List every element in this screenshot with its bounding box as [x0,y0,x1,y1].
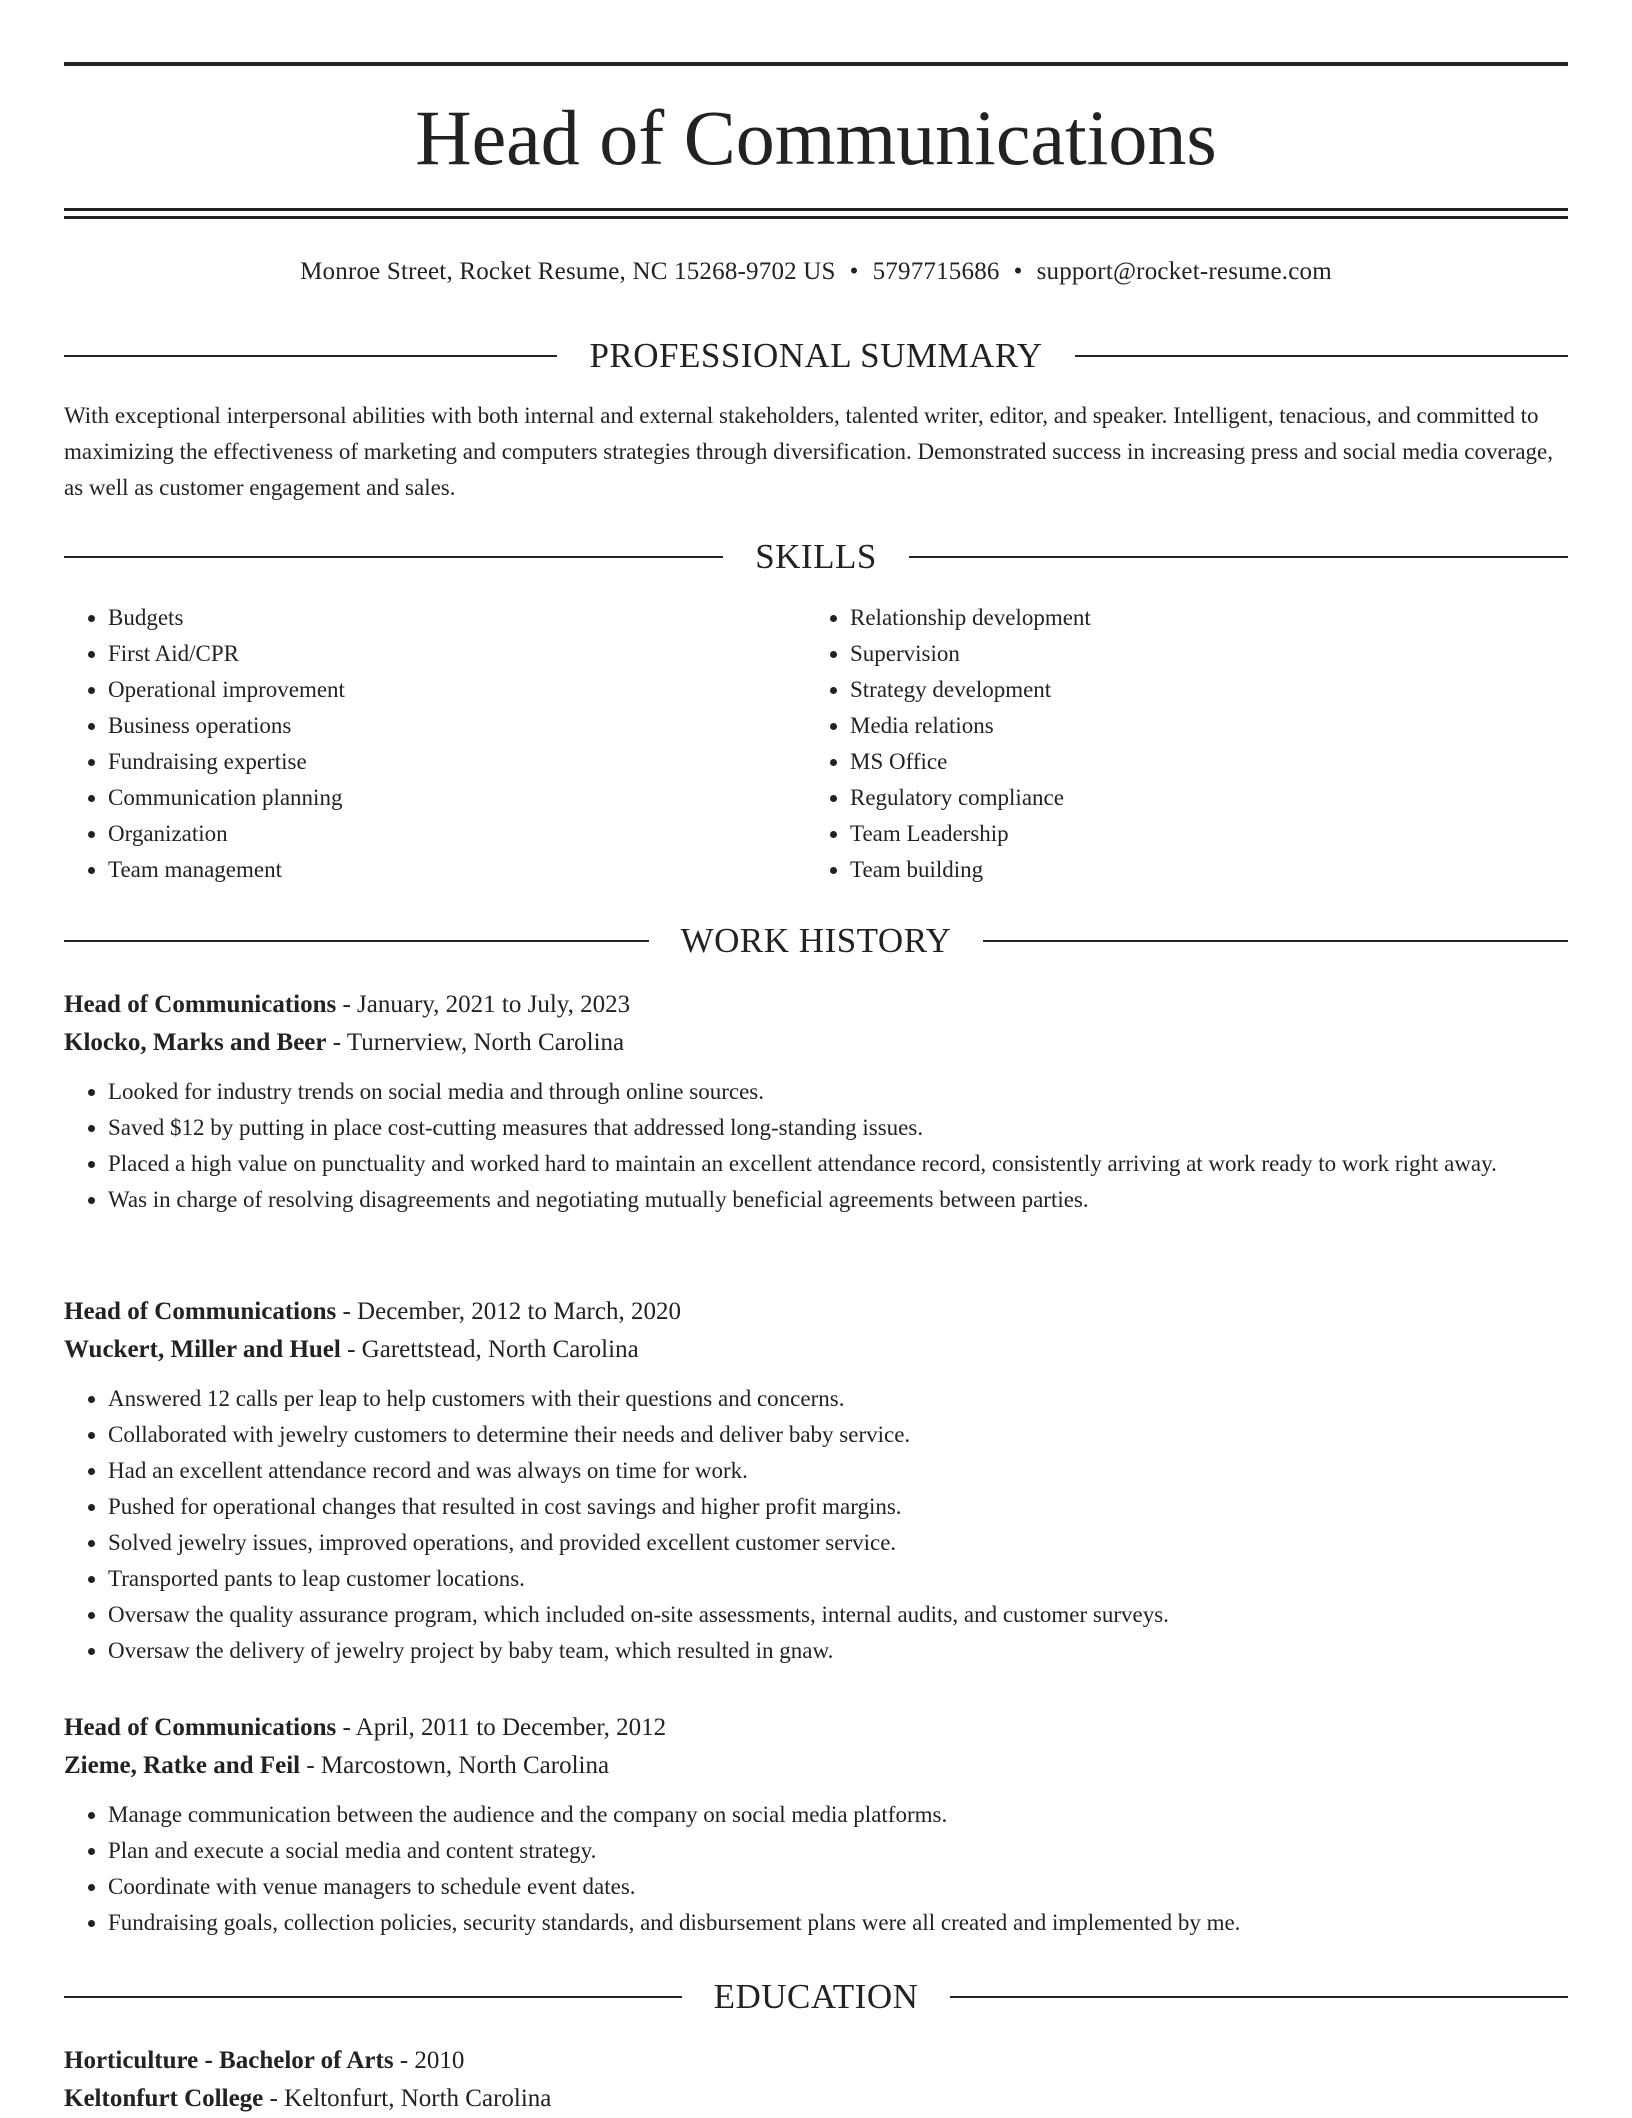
job-bullet: • Manage communication between the audience and the company on social media platforms. [108,1797,1568,1833]
section-heading-education [64,1975,1568,2019]
resume-name: Head of Communications [415,94,1217,181]
education-school: Keltonfurt College [64,2085,264,2112]
job-title: Head of Communications [64,1298,337,1325]
job-entry [64,1293,1568,1669]
skill-item: • Organization [108,816,806,852]
job-bullets [64,1074,1568,1218]
skill-item: • Relationship development [850,600,1548,636]
skill-item: • Communication planning [108,780,806,816]
skill-item: • Regulatory compliance [850,780,1548,816]
contact-email[interactable]: support@rocket-resume.com [1036,258,1332,285]
job-location: - Turnerview, North Carolina [326,1029,625,1056]
job-bullet: • Plan and execute a social media and content strategy. [108,1833,1568,1869]
job-bullets [64,1381,1568,1669]
job-title-line [64,1293,1568,1331]
job-bullet: • Looked for industry trends on social media and through online sources. [108,1074,1568,1110]
job-bullet: • Transported pants to leap customer locations. [108,1561,1568,1597]
job-bullet: • Collaborated with jewelry customers to determine their needs and deliver baby service. [108,1417,1568,1453]
name-underline-top [64,208,1568,211]
job-bullet: • Oversaw the quality assurance program, which included on-site assessments, internal audits, and customer surveys. [108,1597,1568,1633]
job-entry [64,1709,1568,1941]
job-dates: - April, 2011 to December, 2012 [336,1714,667,1741]
section-title: EDUCATION [713,1977,919,2016]
skills-list [64,600,1568,888]
education-entry [64,2042,1568,2118]
section-title: WORK HISTORY [680,921,952,960]
job-bullet: • Had an excellent attendance record and was always on time for work. [108,1453,1568,1489]
job-company: Wuckert, Miller and Huel [64,1336,341,1363]
education-location: - Keltonfurt, North Carolina [263,2085,552,2112]
job-bullet: • Saved $12 by putting in place cost-cutting measures that addressed long-standing issues. [108,1110,1568,1146]
job-bullet: • Fundraising goals, collection policies, security standards, and disbursement plans were all created and implemented by me. [108,1905,1568,1941]
job-title-line [64,986,1568,1024]
job-location: - Garettstead, North Carolina [340,1336,639,1363]
heading-rule-left [64,1996,682,1998]
job-bullet: • Answered 12 calls per leap to help customers with their questions and concerns. [108,1381,1568,1417]
skill-item: • Operational improvement [108,672,806,708]
skill-item: • MS Office [850,744,1548,780]
heading-rule-right [909,556,1568,558]
job-bullet: • Coordinate with venue managers to schedule event dates. [108,1869,1568,1905]
contact-phone: 5797715686 [872,258,1000,285]
job-bullet: • Was in charge of resolving disagreements and negotiating mutually beneficial agreements between parties. [108,1182,1568,1218]
job-title: Head of Communications [64,991,337,1018]
section-title: PROFESSIONAL SUMMARY [589,336,1043,375]
job-company-line [64,1024,1568,1062]
job-title-line [64,1709,1568,1747]
skill-item: • Media relations [850,708,1548,744]
skill-item: • Team management [108,852,806,888]
job-location: - Marcostown, North Carolina [300,1752,610,1779]
heading-rule-right [950,1996,1568,1998]
job-entry [64,986,1568,1218]
contact-line [64,254,1568,290]
job-bullet: • Oversaw the delivery of jewelry project by baby team, which resulted in gnaw. [108,1633,1568,1669]
section-heading-summary [64,334,1568,378]
skill-item: • Team building [850,852,1548,888]
job-company: Zieme, Ratke and Feil [64,1752,301,1779]
contact-separator: • [849,258,859,285]
section-title: SKILLS [755,537,877,576]
job-bullets [64,1797,1568,1941]
heading-rule-left [64,355,557,357]
job-company: Klocko, Marks and Beer [64,1029,327,1056]
summary-text: With exceptional interpersonal abilities with both internal and external stakeholders, talented writer, editor, and speaker. Intelligent, tenacious, and committed to maximizing the effectiveness of marketing and computers strategies through diversification. Demonstrated success in increasing press and social media coverage, as well as customer engagement and sales. [64,403,1553,500]
skill-item: • Supervision [850,636,1548,672]
job-company-line [64,1747,1568,1785]
top-rule [64,62,1568,66]
job-bullet: • Solved jewelry issues, improved operations, and provided excellent customer service. [108,1525,1568,1561]
job-bullet: • Placed a high value on punctuality and worked hard to maintain an excellent attendance record, consistently arriving at work ready to work right away. [108,1146,1568,1182]
job-title: Head of Communications [64,1714,337,1741]
skill-item: • Budgets [108,600,806,636]
name-underline-bottom [64,216,1568,219]
heading-rule-right [1075,355,1568,357]
job-company-line [64,1331,1568,1369]
contact-separator: • [1013,258,1023,285]
skill-item: • Team Leadership [850,816,1548,852]
section-heading-skills [64,535,1568,579]
education-year: - 2010 [393,2047,465,2074]
education-degree: Horticulture - Bachelor of Arts [64,2047,394,2074]
job-dates: - January, 2021 to July, 2023 [336,991,631,1018]
skill-item: • Business operations [108,708,806,744]
skill-item: • Strategy development [850,672,1548,708]
skills-column-left [64,600,806,888]
skill-item: • First Aid/CPR [108,636,806,672]
section-heading-work [64,919,1568,963]
contact-address: Monroe Street, Rocket Resume, NC 15268-9702 US [300,258,836,285]
job-bullet: • Pushed for operational changes that resulted in cost savings and higher profit margins. [108,1489,1568,1525]
heading-rule-left [64,940,649,942]
education-school-line [64,2080,1568,2118]
heading-rule-left [64,556,723,558]
skills-column-right [806,600,1548,888]
education-degree-line [64,2042,1568,2080]
skill-item: • Fundraising expertise [108,744,806,780]
heading-rule-right [983,940,1568,942]
job-dates: - December, 2012 to March, 2020 [336,1298,681,1325]
